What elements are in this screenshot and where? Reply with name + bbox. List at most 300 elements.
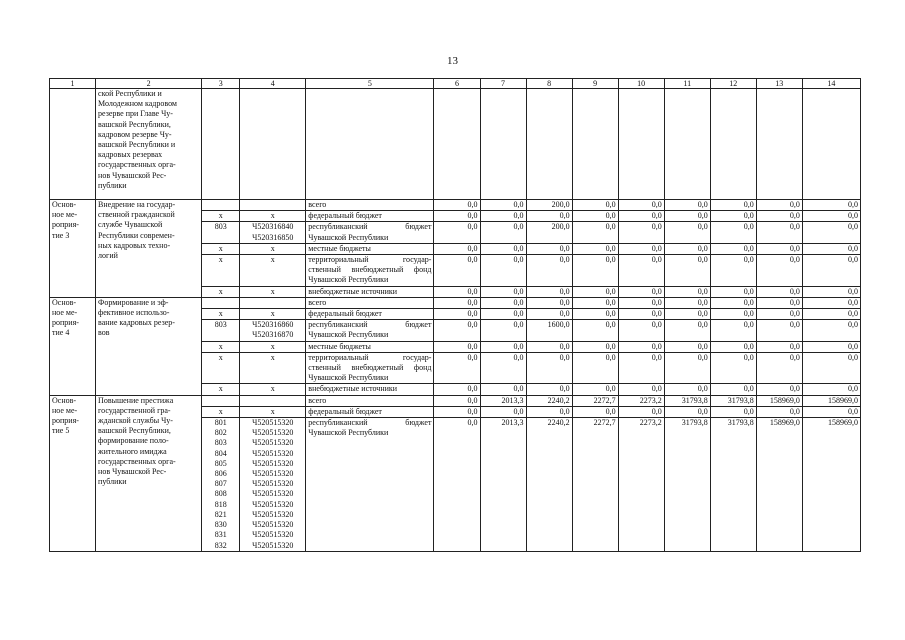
value-cell: 2273,2 (618, 418, 664, 552)
value-cell: 0,0 (756, 406, 802, 417)
target-code-line: Ч520515320 (252, 438, 294, 448)
target-code-line: Ч520515320 (252, 418, 294, 428)
value-cell: 0,0 (710, 255, 756, 287)
value-cell: 0,0 (664, 255, 710, 287)
m5-name-line: Повышение престижа (98, 395, 174, 405)
budget-table (49, 78, 861, 552)
header-cell-12: 12 (710, 79, 756, 89)
value-cell: 0,0 (480, 341, 526, 352)
value-cell: 0,0 (572, 309, 618, 320)
target-code (240, 222, 306, 243)
target-code-line: Ч520515320 (252, 530, 294, 540)
grbs-code-line: x (218, 243, 223, 253)
cont-name-line: государственных орга- (98, 160, 176, 170)
value-cell: 0,0 (526, 384, 572, 395)
value-cell: 0,0 (802, 384, 860, 395)
target-code (240, 341, 306, 352)
value-cell: 0,0 (480, 406, 526, 417)
grbs-code-line: 804 (214, 448, 227, 458)
target-code-line: Ч520515320 (252, 428, 294, 438)
grbs-code-line: 818 (214, 499, 227, 509)
value-cell: 0,0 (802, 406, 860, 417)
grbs-code-line: x (218, 255, 223, 265)
target-code (240, 309, 306, 320)
target-code-line: x (270, 341, 275, 351)
funding-source: федеральный бюджет (306, 309, 434, 320)
m3-label (50, 200, 96, 298)
value-cell: 0,0 (526, 286, 572, 297)
m3-label-line: Основ- (52, 200, 77, 209)
value-cell: 0,0 (480, 243, 526, 254)
grbs-code-line: x (218, 341, 223, 351)
value-cell: 0,0 (572, 222, 618, 243)
m5-name-line: формирование поло- (98, 436, 169, 446)
target-code-line: Ч520515320 (252, 479, 294, 489)
value-cell: 0,0 (434, 200, 480, 211)
value-cell: 0,0 (480, 352, 526, 384)
value-cell: 0,0 (434, 309, 480, 320)
value-cell: 0,0 (434, 211, 480, 222)
value-cell: 0,0 (802, 243, 860, 254)
target-code-line: x (270, 286, 275, 296)
value-cell: 0,0 (434, 255, 480, 287)
m3-name-line: ственной гражданской (98, 210, 175, 220)
header-cell-3: 3 (202, 79, 240, 89)
value-cell: 0,0 (434, 395, 480, 406)
value-cell: 0,0 (434, 243, 480, 254)
header-cell-6: 6 (434, 79, 480, 89)
value-cell: 0,0 (572, 320, 618, 341)
funding-source: республиканский бюджет Чувашской Республики (306, 320, 434, 341)
value-cell: 0,0 (434, 297, 480, 308)
m5-label (50, 395, 96, 551)
value-cell: 0,0 (756, 255, 802, 287)
value-cell: 1600,0 (526, 320, 572, 341)
target-code-line: x (270, 255, 275, 265)
cont-col1 (50, 89, 96, 200)
grbs-code (202, 395, 240, 406)
target-code-line: Ч520515320 (252, 448, 294, 458)
value-cell: 0,0 (480, 255, 526, 287)
value-cell: 0,0 (710, 243, 756, 254)
value-cell: 0,0 (756, 384, 802, 395)
cont-name-line: вашской Республики, (98, 119, 171, 129)
cont-col4 (240, 89, 306, 200)
header-row (50, 79, 861, 89)
cont-col11 (664, 89, 710, 200)
value-cell: 0,0 (802, 352, 860, 384)
value-cell: 0,0 (664, 406, 710, 417)
value-cell: 0,0 (664, 297, 710, 308)
grbs-code-line: 803 (214, 438, 227, 448)
value-cell: 0,0 (618, 309, 664, 320)
cont-col8 (526, 89, 572, 200)
header-cell-8: 8 (526, 79, 572, 89)
m5-name-line: жительного имиджа (98, 446, 167, 456)
cont-name-line: Молодежном кадровом (98, 99, 177, 109)
value-cell: 0,0 (618, 352, 664, 384)
m4-name-line: Формирование и эф- (98, 297, 169, 307)
cont-col9 (572, 89, 618, 200)
value-cell: 0,0 (434, 341, 480, 352)
grbs-code-line: 808 (214, 489, 227, 499)
target-code-line: x (270, 406, 275, 416)
m3-label-line: роприя- (52, 220, 79, 230)
value-cell: 0,0 (710, 222, 756, 243)
value-cell: 0,0 (756, 200, 802, 211)
m5-label-line: ное ме- (52, 405, 78, 415)
value-cell: 0,0 (480, 384, 526, 395)
value-cell: 0,0 (710, 352, 756, 384)
target-code (240, 243, 306, 254)
grbs-code-line: 802 (214, 428, 227, 438)
value-cell: 0,0 (664, 352, 710, 384)
grbs-code-line: 805 (214, 458, 227, 468)
table-row (50, 297, 861, 308)
value-cell: 0,0 (802, 286, 860, 297)
cont-name (96, 89, 202, 200)
value-cell: 0,0 (434, 222, 480, 243)
target-code-line: Ч520515320 (252, 469, 294, 479)
target-code (240, 406, 306, 417)
m5-name (96, 395, 202, 551)
value-cell: 0,0 (756, 341, 802, 352)
value-cell: 0,0 (618, 297, 664, 308)
m3-name-line: службе Чувашской (98, 220, 163, 230)
target-code-line: Ч520515320 (252, 489, 294, 499)
grbs-code (202, 406, 240, 417)
grbs-code-line: 807 (214, 479, 227, 489)
value-cell: 0,0 (526, 341, 572, 352)
m5-name-line: вашской Республики, (98, 426, 171, 436)
m4-label (50, 297, 96, 395)
target-code-line: Ч520515320 (252, 499, 294, 509)
m5-label-line: Основ- (52, 395, 77, 405)
value-cell: 2240,2 (526, 418, 572, 552)
target-code (240, 320, 306, 341)
grbs-code (202, 243, 240, 254)
value-cell: 0,0 (572, 352, 618, 384)
funding-source: внебюджетные источники (306, 384, 434, 395)
target-code-line: x (270, 384, 275, 394)
target-code (240, 200, 306, 211)
grbs-code (202, 309, 240, 320)
value-cell: 0,0 (526, 406, 572, 417)
grbs-code (202, 384, 240, 395)
target-code-line: x (270, 352, 275, 362)
value-cell: 0,0 (756, 222, 802, 243)
value-cell: 31793,8 (664, 418, 710, 552)
value-cell: 0,0 (664, 243, 710, 254)
header-cell-11: 11 (664, 79, 710, 89)
grbs-code (202, 222, 240, 243)
value-cell: 0,0 (480, 309, 526, 320)
value-cell: 0,0 (664, 222, 710, 243)
funding-source: местные бюджеты (306, 341, 434, 352)
m4-label-line: Основ- (52, 297, 77, 307)
cont-col3 (202, 89, 240, 200)
target-code (240, 384, 306, 395)
funding-source: территориальный государ-ственный внебюджетный фонд Чувашской Республики (306, 255, 434, 287)
funding-source: внебюджетные источники (306, 286, 434, 297)
value-cell: 0,0 (480, 211, 526, 222)
funding-source: республиканский бюджет Чувашской Республики (306, 222, 434, 243)
funding-source: территориальный государ-ственный внебюджетный фонд Чувашской Республики (306, 352, 434, 384)
value-cell: 0,0 (618, 222, 664, 243)
grbs-code-line: x (218, 211, 223, 221)
m5-name-line: нов Чувашской Рес- (98, 467, 167, 477)
value-cell: 158969,0 (802, 395, 860, 406)
grbs-code (202, 255, 240, 287)
value-cell: 0,0 (480, 297, 526, 308)
value-cell: 0,0 (618, 406, 664, 417)
target-code (240, 255, 306, 287)
header-cell-5: 5 (306, 79, 434, 89)
target-code-line: x (270, 211, 275, 221)
m3-name-line: логий (98, 251, 118, 261)
funding-source: республиканский бюджет Чувашской Республики (306, 418, 434, 552)
value-cell: 0,0 (572, 243, 618, 254)
grbs-code (202, 211, 240, 222)
m4-name-line: фективное использо- (98, 308, 170, 318)
funding-source: всего (306, 395, 434, 406)
value-cell: 0,0 (664, 286, 710, 297)
m5-label-line: тие 5 (52, 426, 70, 436)
value-cell: 200,0 (526, 200, 572, 211)
value-cell: 0,0 (710, 320, 756, 341)
target-code-line: x (270, 243, 275, 253)
value-cell: 0,0 (572, 200, 618, 211)
value-cell: 2273,2 (618, 395, 664, 406)
grbs-code-line: 831 (214, 530, 227, 540)
value-cell: 0,0 (572, 341, 618, 352)
continuation-row (50, 89, 861, 200)
m3-label-line: тие 3 (52, 230, 70, 240)
value-cell: 0,0 (710, 406, 756, 417)
target-code-line: Ч520316850 (252, 232, 294, 242)
target-code-line: x (270, 309, 275, 319)
value-cell: 0,0 (434, 352, 480, 384)
cont-col12 (710, 89, 756, 200)
m3-name (96, 200, 202, 298)
value-cell: 0,0 (756, 211, 802, 222)
target-code (240, 286, 306, 297)
m3-name-line: ных кадровых техно- (98, 240, 171, 250)
value-cell: 31793,8 (710, 395, 756, 406)
value-cell: 0,0 (618, 255, 664, 287)
value-cell: 158969,0 (756, 418, 802, 552)
grbs-code (202, 200, 240, 211)
target-code-line: Ч520515320 (252, 458, 294, 468)
grbs-code-line: 832 (214, 540, 227, 550)
header-cell-13: 13 (756, 79, 802, 89)
funding-source: федеральный бюджет (306, 211, 434, 222)
grbs-code-line: x (218, 286, 223, 296)
header-cell-9: 9 (572, 79, 618, 89)
grbs-code (202, 418, 240, 552)
m5-name-line: государственной гра- (98, 405, 171, 415)
value-cell: 0,0 (710, 384, 756, 395)
value-cell: 31793,8 (710, 418, 756, 552)
target-code (240, 297, 306, 308)
value-cell: 0,0 (618, 320, 664, 341)
value-cell: 0,0 (802, 222, 860, 243)
grbs-code-line: 803 (214, 222, 227, 232)
grbs-code (202, 320, 240, 341)
header-cell-2: 2 (96, 79, 202, 89)
value-cell: 0,0 (756, 243, 802, 254)
grbs-code-line: x (218, 406, 223, 416)
header-cell-4: 4 (240, 79, 306, 89)
grbs-code-line: x (218, 352, 223, 362)
value-cell: 0,0 (434, 418, 480, 552)
grbs-code (202, 341, 240, 352)
m4-name-line: вание кадровых резер- (98, 318, 175, 328)
cont-col14 (802, 89, 860, 200)
value-cell: 2013,3 (480, 395, 526, 406)
cont-name-line: вашской Республики и (98, 140, 176, 150)
m3-name-line: Внедрение на государ- (98, 200, 176, 209)
m5-name-line: жданской службы Чу- (98, 416, 173, 426)
value-cell: 0,0 (572, 255, 618, 287)
m5-label-line: роприя- (52, 416, 79, 426)
cont-col5 (306, 89, 434, 200)
target-code-line: Ч520316870 (252, 330, 294, 340)
value-cell: 0,0 (710, 297, 756, 308)
value-cell: 0,0 (664, 341, 710, 352)
value-cell: 0,0 (434, 406, 480, 417)
value-cell: 0,0 (526, 211, 572, 222)
header-cell-1: 1 (50, 79, 96, 89)
value-cell: 2240,2 (526, 395, 572, 406)
cont-name-line: нов Чувашской Рес- (98, 170, 167, 180)
value-cell: 0,0 (756, 309, 802, 320)
cont-name-line: резерве при Главе Чу- (98, 109, 173, 119)
value-cell: 0,0 (526, 297, 572, 308)
header-cell-10: 10 (618, 79, 664, 89)
value-cell: 0,0 (618, 384, 664, 395)
value-cell: 0,0 (802, 341, 860, 352)
grbs-code (202, 352, 240, 384)
value-cell: 0,0 (756, 297, 802, 308)
grbs-code (202, 286, 240, 297)
value-cell: 0,0 (618, 211, 664, 222)
value-cell: 0,0 (710, 341, 756, 352)
value-cell: 0,0 (526, 352, 572, 384)
value-cell: 158969,0 (802, 418, 860, 552)
target-code-line: Ч520316840 (252, 222, 294, 232)
grbs-code (202, 297, 240, 308)
m3-label-line: ное ме- (52, 210, 78, 220)
value-cell: 0,0 (526, 309, 572, 320)
cont-name-line: публики (98, 180, 127, 190)
grbs-code-line: 830 (214, 520, 227, 530)
value-cell: 0,0 (434, 320, 480, 341)
value-cell: 0,0 (802, 200, 860, 211)
target-code-line: Ч520515320 (252, 540, 294, 550)
value-cell: 0,0 (802, 320, 860, 341)
value-cell: 31793,8 (664, 395, 710, 406)
value-cell: 0,0 (756, 286, 802, 297)
m4-label-line: роприя- (52, 318, 79, 328)
value-cell: 0,0 (710, 309, 756, 320)
grbs-code-line: 801 (214, 418, 227, 428)
table-row (50, 200, 861, 211)
value-cell: 0,0 (572, 286, 618, 297)
value-cell: 0,0 (480, 286, 526, 297)
target-code-line: Ч520515320 (252, 520, 294, 530)
funding-source: местные бюджеты (306, 243, 434, 254)
grbs-code-line: x (218, 384, 223, 394)
value-cell: 0,0 (802, 211, 860, 222)
m4-name-line: вов (98, 328, 110, 338)
target-code-line: Ч520515320 (252, 509, 294, 519)
m4-label-line: тие 4 (52, 328, 70, 338)
value-cell: 0,0 (664, 384, 710, 395)
value-cell: 0,0 (618, 200, 664, 211)
grbs-code-line: 821 (214, 509, 227, 519)
value-cell: 0,0 (756, 352, 802, 384)
cont-col10 (618, 89, 664, 200)
m4-name (96, 297, 202, 395)
value-cell: 0,0 (572, 384, 618, 395)
value-cell: 0,0 (572, 211, 618, 222)
value-cell: 200,0 (526, 222, 572, 243)
funding-source: всего (306, 297, 434, 308)
header-cell-14: 14 (802, 79, 860, 89)
value-cell: 2272,7 (572, 395, 618, 406)
value-cell: 0,0 (480, 200, 526, 211)
value-cell: 0,0 (572, 406, 618, 417)
value-cell: 0,0 (526, 255, 572, 287)
value-cell: 0,0 (710, 211, 756, 222)
value-cell: 0,0 (756, 320, 802, 341)
grbs-code-line: 806 (214, 469, 227, 479)
value-cell: 2013,3 (480, 418, 526, 552)
cont-name-line: кадровых резервах (98, 150, 163, 160)
value-cell: 0,0 (434, 286, 480, 297)
target-code (240, 211, 306, 222)
value-cell: 2272,7 (572, 418, 618, 552)
target-code-line: Ч520316860 (252, 320, 294, 330)
funding-source: федеральный бюджет (306, 406, 434, 417)
value-cell: 0,0 (480, 320, 526, 341)
value-cell: 0,0 (526, 243, 572, 254)
m5-name-line: публики (98, 477, 127, 487)
cont-name-line: кадровом резерве Чу- (98, 129, 172, 139)
value-cell: 0,0 (802, 309, 860, 320)
cont-col6 (434, 89, 480, 200)
target-code (240, 352, 306, 384)
value-cell: 0,0 (710, 286, 756, 297)
cont-col13 (756, 89, 802, 200)
cont-col7 (480, 89, 526, 200)
grbs-code-line: 803 (214, 320, 227, 330)
value-cell: 0,0 (664, 211, 710, 222)
m3-name-line: Республики современ- (98, 230, 175, 240)
m4-label-line: ное ме- (52, 308, 78, 318)
value-cell: 0,0 (572, 297, 618, 308)
value-cell: 0,0 (664, 309, 710, 320)
funding-source: всего (306, 200, 434, 211)
value-cell: 158969,0 (756, 395, 802, 406)
value-cell: 0,0 (618, 243, 664, 254)
header-cell-7: 7 (480, 79, 526, 89)
m5-name-line: государственных орга- (98, 456, 176, 466)
value-cell: 0,0 (664, 200, 710, 211)
page-number: 13 (447, 55, 458, 67)
value-cell: 0,0 (618, 341, 664, 352)
